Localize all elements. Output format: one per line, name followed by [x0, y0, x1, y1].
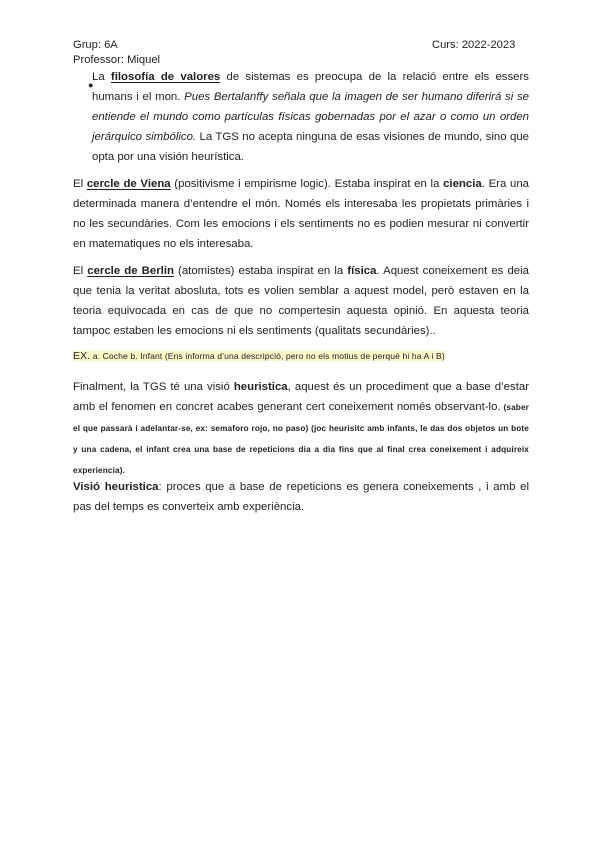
text-run: : proces que a base de repeticions es genera coneixements , i amb el pas del temps es converteix amb experiència.: [73, 481, 529, 513]
example-line: [73, 349, 445, 363]
bullet-paragraph: [92, 67, 529, 167]
term-cercle-de-berlin: cercle de Berlin: [87, 265, 174, 277]
side-note: (saber el que passarà i adelantar-se, ex: semaforo rojo, no paso) (joc heurisitc amb infants, le das dos objetos un bote y una cadena, el infant crea una base de repeticions dia a dia fins que al final crea coneixement i adquireix experiencia).: [73, 403, 530, 475]
text-run: La: [92, 71, 111, 83]
berlin-paragraph: [73, 261, 529, 341]
term-visio-heuristica: Visió heuristica: [73, 481, 159, 493]
text-run: . Aquest coneixement es deia que tenia la veritat abosluta, tots es volien semblar a aquest model, però estaven en la teoria equivocada en cas de que no compertesin aquesta opinió. En aquesta teoria tampoc estaben les emocions ni els sentiments (qualitats secundàries)..: [73, 265, 530, 337]
vienna-paragraph: [73, 174, 529, 254]
text-run: La TGS no acepta ninguna de esas visiones de mundo, sino que opta por una visión heurística.: [92, 131, 529, 163]
teacher-label: Professor: Miquel: [73, 54, 161, 66]
term-filosofia-de-valores: filosofía de valores: [110, 71, 221, 83]
text-run: El: [73, 178, 87, 190]
term-fisica: física: [347, 265, 377, 277]
example-text: a. Coche b. Infant (Ens informa d’una descripció, pero no els motius de perquè hi ha A i B): [90, 351, 445, 361]
text-run: (positivisme i empirisme logic). Estaba inspirat en la: [170, 178, 444, 190]
italic-quote: Pues Bertalanffy señala que la imagen de ser humano diferirá si se entiende el mundo como partículas físicas gobernadas por el azar o como un orden jerárquico simbólico.: [92, 91, 530, 143]
term-ciencia: ciencia: [443, 178, 482, 190]
course-label: Curs: 2022-2023: [432, 39, 516, 51]
bullet-marker-icon: ●: [88, 80, 94, 90]
text-run: (atomistes) estaba inspirat en la: [173, 265, 348, 277]
example-highlight: [73, 351, 445, 361]
example-lead: EX.: [73, 350, 91, 362]
term-cercle-de-viena: cercle de Viena: [86, 178, 171, 190]
definition-paragraph: [73, 477, 529, 517]
text-run: Finalment, la TGS té una visió: [73, 381, 234, 393]
term-heuristica: heuristica: [233, 381, 288, 393]
final-paragraph: [73, 377, 529, 481]
text-run: El: [73, 265, 88, 277]
text-run: de sistemas es preocupa de la relació entre els essers humans i el mon.: [92, 71, 529, 103]
text-run: , aquest és un procediment que a base d’estar amb el fenomen en concret acabes generant cert coneixement només observant-lo.: [73, 381, 529, 413]
text-run: . Era una determinada manera d’entendre el món. Només els interesaba les propietats primàries i no les secundàries. Com les emocions i els sentiments no es podien mesurar ni convertir en matematiques no els interesaba.: [73, 178, 530, 250]
group-label: Grup: 6A: [73, 39, 118, 51]
